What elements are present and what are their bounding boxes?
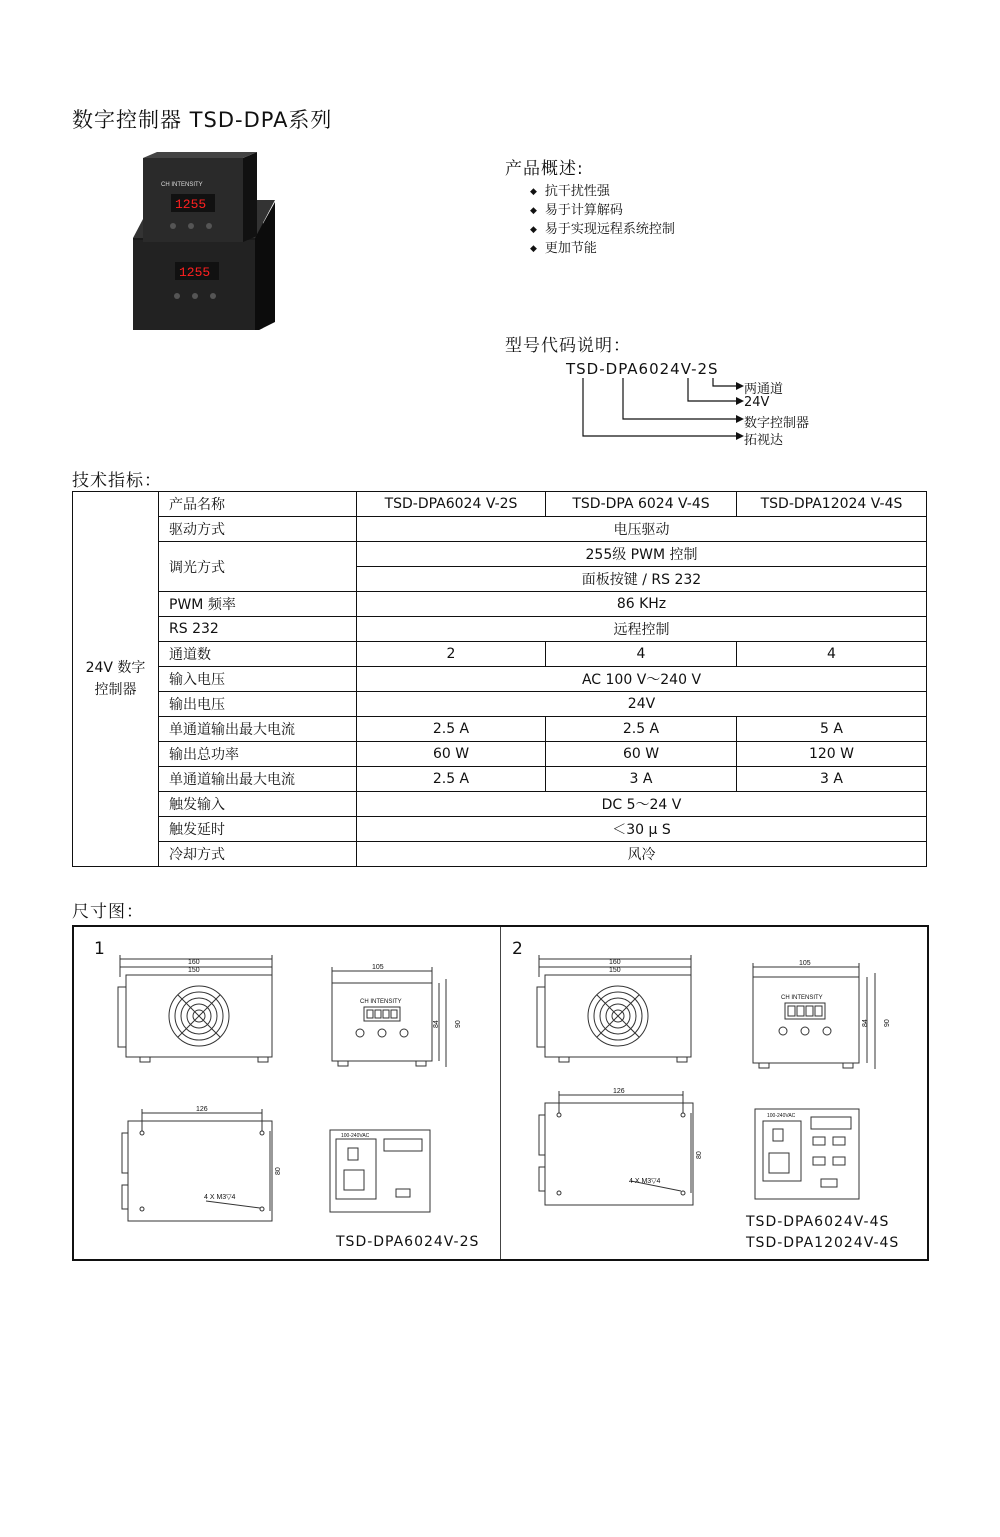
dim-label: 126 bbox=[196, 1106, 208, 1113]
panel1-drawings bbox=[74, 927, 500, 1259]
table-row: 输出总功率 60 W 60 W 120 W bbox=[73, 742, 927, 767]
table-row: 单通道输出最大电流 2.5 A 3 A 3 A bbox=[73, 767, 927, 792]
dimensions-heading: 尺寸图： bbox=[72, 902, 144, 922]
header-cell: TSD-DPA12024 V-4S bbox=[737, 492, 927, 517]
dim-label: 90 bbox=[455, 1020, 462, 1028]
dimension-drawings bbox=[72, 925, 929, 1261]
table-row: 输出电压 24V bbox=[73, 692, 927, 717]
list-item: ◆ 易于实现远程系统控制 bbox=[530, 221, 675, 240]
photo-display-top: 1255 bbox=[175, 197, 207, 212]
dim-label: 160 bbox=[188, 959, 200, 966]
code-label-type: 数字控制器 bbox=[744, 416, 810, 431]
dim-label: 160 bbox=[609, 959, 621, 966]
side-label: 24V 数字 控制器 bbox=[73, 492, 159, 867]
spec-table bbox=[72, 491, 927, 867]
product-photo bbox=[125, 150, 275, 330]
table-row: 驱动方式 电压驱动 bbox=[73, 517, 927, 542]
list-item: ◆ 易于计算解码 bbox=[530, 202, 675, 221]
list-item: ◆ 更加节能 bbox=[530, 240, 675, 259]
model-code-heading: 型号代码说明： bbox=[505, 336, 631, 356]
code-label-brand: 拓视达 bbox=[744, 433, 784, 448]
dim-label: 80 bbox=[696, 1151, 703, 1159]
code-label-voltage: 24V bbox=[744, 395, 770, 410]
code-label-channels: 两通道 bbox=[744, 382, 784, 397]
dim-label: 90 bbox=[884, 1019, 891, 1027]
table-row: 面板按键 / RS 232 bbox=[73, 567, 927, 592]
header-cell: 产品名称 bbox=[159, 492, 357, 517]
header-cell: TSD-DPA6024 V-2S bbox=[357, 492, 546, 517]
photo-display-bottom: 1255 bbox=[179, 265, 211, 280]
list-item: ◆ 抗干扰性强 bbox=[530, 183, 675, 202]
dim-label: 105 bbox=[799, 960, 811, 967]
dim-label: 150 bbox=[188, 967, 200, 974]
dim-label: 84 bbox=[862, 1019, 869, 1027]
table-row: RS 232 远程控制 bbox=[73, 617, 927, 642]
table-row: 触发延时 ＜30 μ S bbox=[73, 817, 927, 842]
table-row bbox=[73, 492, 927, 517]
panel2-model-2: TSD-DPA12024V-4S bbox=[746, 1235, 900, 1251]
table-row: 调光方式 255级 PWM 控制 bbox=[73, 542, 927, 567]
table-row: 通道数 2 4 4 bbox=[73, 642, 927, 667]
model-code-brackets bbox=[570, 378, 750, 444]
table-row: 触发输入 DC 5～24 V bbox=[73, 792, 927, 817]
table-row: PWM 频率 86 KHz bbox=[73, 592, 927, 617]
dim-label: 4 X M3▽4 bbox=[629, 1178, 661, 1185]
front-label: CH INTENSITY bbox=[781, 995, 823, 1001]
dim-label: 150 bbox=[609, 967, 621, 974]
front-label: CH INTENSITY bbox=[360, 999, 402, 1005]
dim-label: 80 bbox=[275, 1167, 282, 1175]
page-title: 数字控制器 TSD-DPA系列 bbox=[72, 108, 333, 132]
panel2-drawings bbox=[501, 927, 927, 1259]
dim-label: 126 bbox=[613, 1088, 625, 1095]
dim-label: 4 X M3▽4 bbox=[204, 1194, 236, 1201]
table-row: 输入电压 AC 100 V～240 V bbox=[73, 667, 927, 692]
panel2-model-1: TSD-DPA6024V-4S bbox=[746, 1214, 890, 1230]
photo-top-label: CH INTENSITY bbox=[161, 182, 203, 188]
overview-list bbox=[530, 183, 675, 259]
table-row: 单通道输出最大电流 2.5 A 2.5 A 5 A bbox=[73, 717, 927, 742]
overview-heading: 产品概述: bbox=[505, 159, 584, 179]
header-cell: TSD-DPA 6024 V-4S bbox=[546, 492, 737, 517]
specs-heading: 技术指标： bbox=[72, 471, 162, 491]
dim-label: 105 bbox=[372, 964, 384, 971]
panel-number: 2 bbox=[512, 939, 523, 959]
model-code: TSD-DPA6024V-2S bbox=[566, 360, 719, 378]
panel-number: 1 bbox=[94, 939, 105, 959]
back-label: 100-240VAC bbox=[341, 1133, 370, 1139]
back-label: 100-240VAC bbox=[767, 1113, 796, 1119]
table-row: 冷却方式 风冷 bbox=[73, 842, 927, 867]
dim-label: 84 bbox=[433, 1020, 440, 1028]
panel1-model: TSD-DPA6024V-2S bbox=[336, 1234, 480, 1250]
